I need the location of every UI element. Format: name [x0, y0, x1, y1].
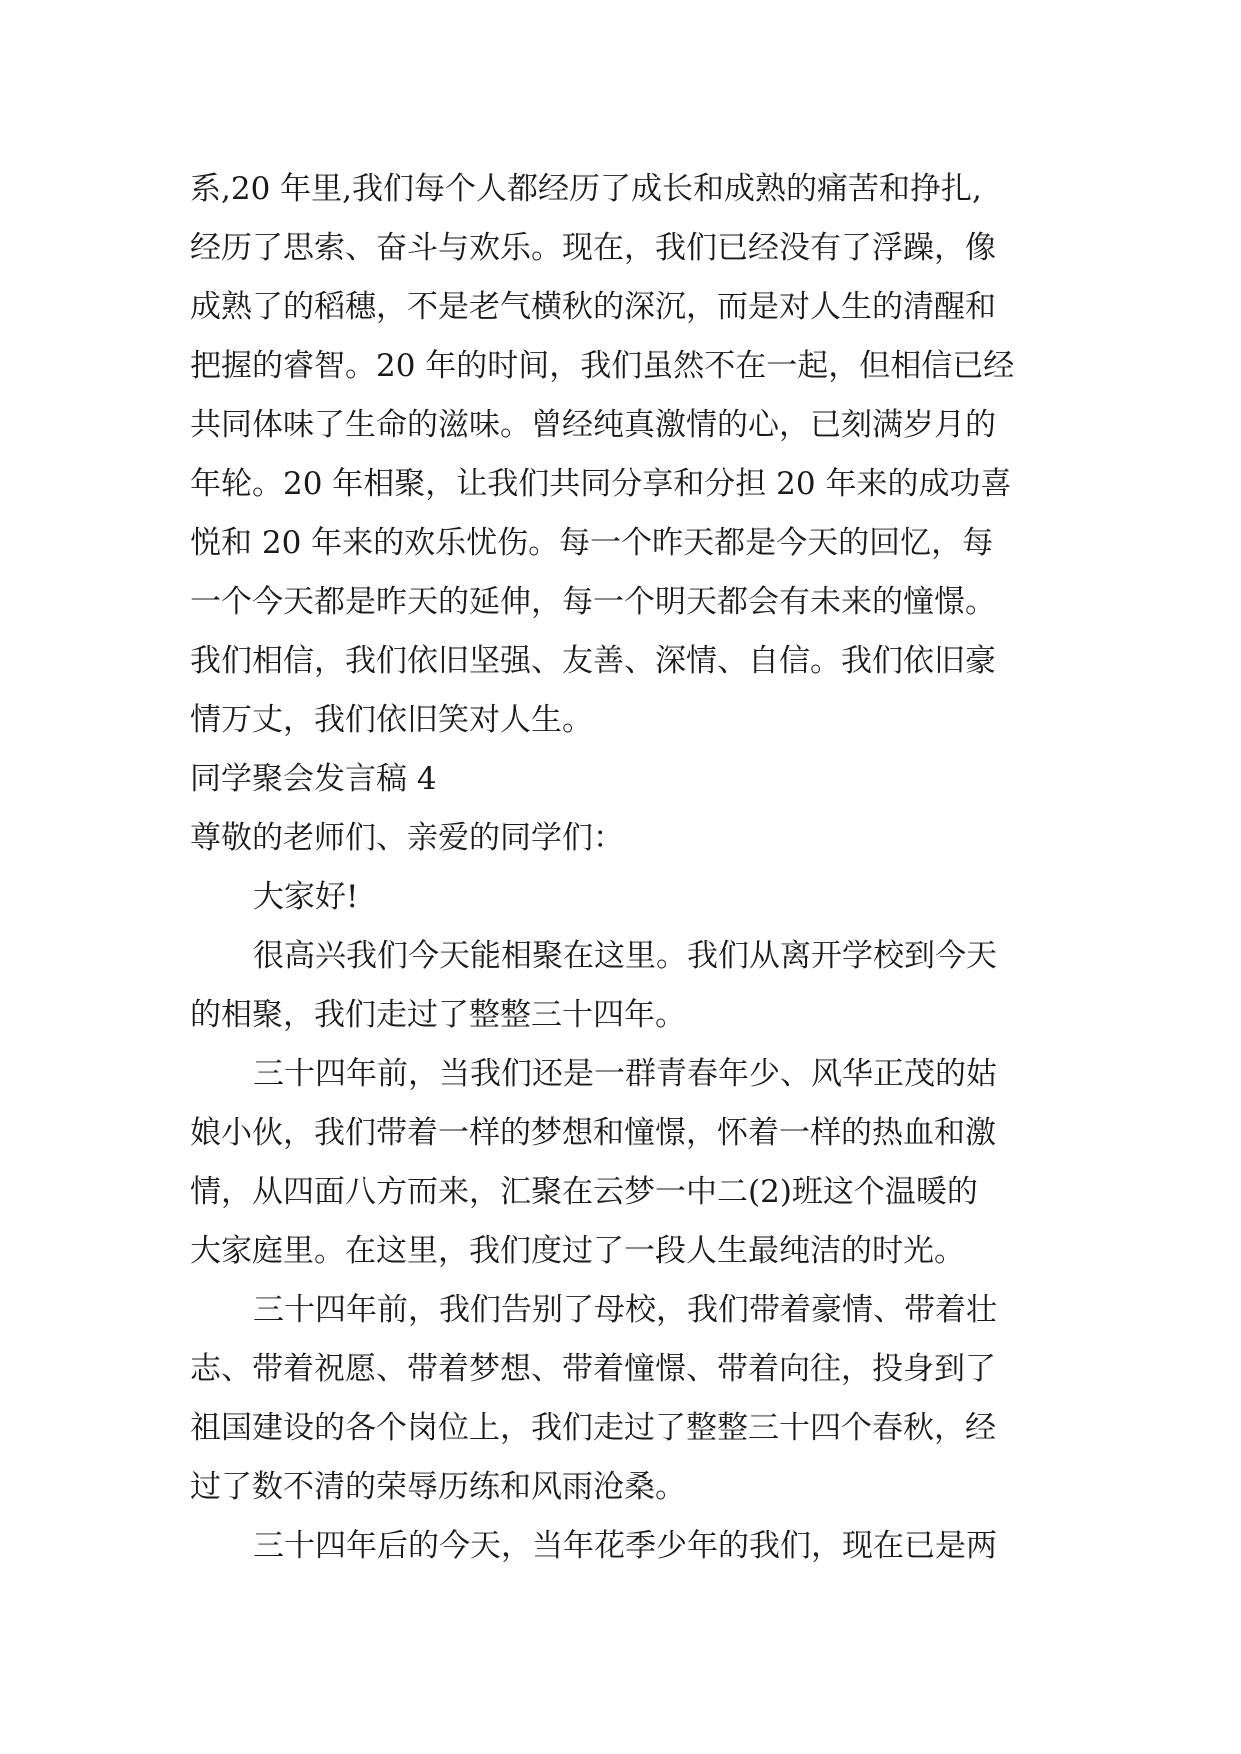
text-line: 过了数不清的荣辱历练和风雨沧桑。 [190, 1469, 686, 1505]
text-line: 志、带着祝愿、带着梦想、带着憧憬、带着向往，投身到了 [190, 1351, 996, 1387]
text-line: 经历了思索、奋斗与欢乐。现在，我们已经没有了浮躁，像 [190, 230, 996, 266]
document-body [190, 160, 1070, 1576]
text-line: 祖国建设的各个岗位上，我们走过了整整三十四个春秋，经 [190, 1410, 996, 1446]
text-line: 情万丈，我们依旧笑对人生。 [190, 702, 593, 738]
text-line: 尊敬的老师们、亲爱的同学们： [190, 820, 624, 856]
text-line: 悦和 20 年来的欢乐忧伤。每一个昨天都是今天的回忆，每 [190, 525, 994, 561]
text-line: 系,20 年里,我们每个人都经历了成长和成熟的痛苦和挣扎, [190, 171, 982, 207]
text-line: 大家庭里。在这里，我们度过了一段人生最纯洁的时光。 [190, 1233, 965, 1269]
text-line: 同学聚会发言稿 4 [190, 761, 437, 797]
text-line: 的相聚，我们走过了整整三十四年。 [190, 997, 686, 1033]
text-line: 共同体味了生命的滋味。曾经纯真激情的心，已刻满岁月的 [190, 407, 996, 443]
text-line: 很高兴我们今天能相聚在这里。我们从离开学校到今天 [253, 938, 997, 974]
text-line: 三十四年前，当我们还是一群青春年少、风华正茂的姑 [253, 1056, 997, 1092]
text-line: 成熟了的稻穗，不是老气横秋的深沉，而是对人生的清醒和 [190, 289, 996, 325]
text-line: 娘小伙，我们带着一样的梦想和憧憬，怀着一样的热血和激 [190, 1115, 996, 1151]
text-line: 三十四年前，我们告别了母校，我们带着豪情、带着壮 [253, 1292, 997, 1328]
text-line: 大家好! [253, 879, 359, 915]
text-line: 年轮。20 年相聚，让我们共同分享和分担 20 年来的成功喜 [190, 466, 1012, 502]
text-line: 情，从四面八方而来，汇聚在云梦一中二(2)班这个温暖的 [190, 1174, 978, 1210]
text-line: 三十四年后的今天，当年花季少年的我们，现在已是两 [253, 1528, 997, 1564]
text-line: 我们相信，我们依旧坚强、友善、深情、自信。我们依旧豪 [190, 643, 996, 679]
text-line: 一个今天都是昨天的延伸，每一个明天都会有未来的憧憬。 [190, 584, 996, 620]
text-line: 把握的睿智。20 年的时间，我们虽然不在一起，但相信已经 [190, 348, 1015, 384]
